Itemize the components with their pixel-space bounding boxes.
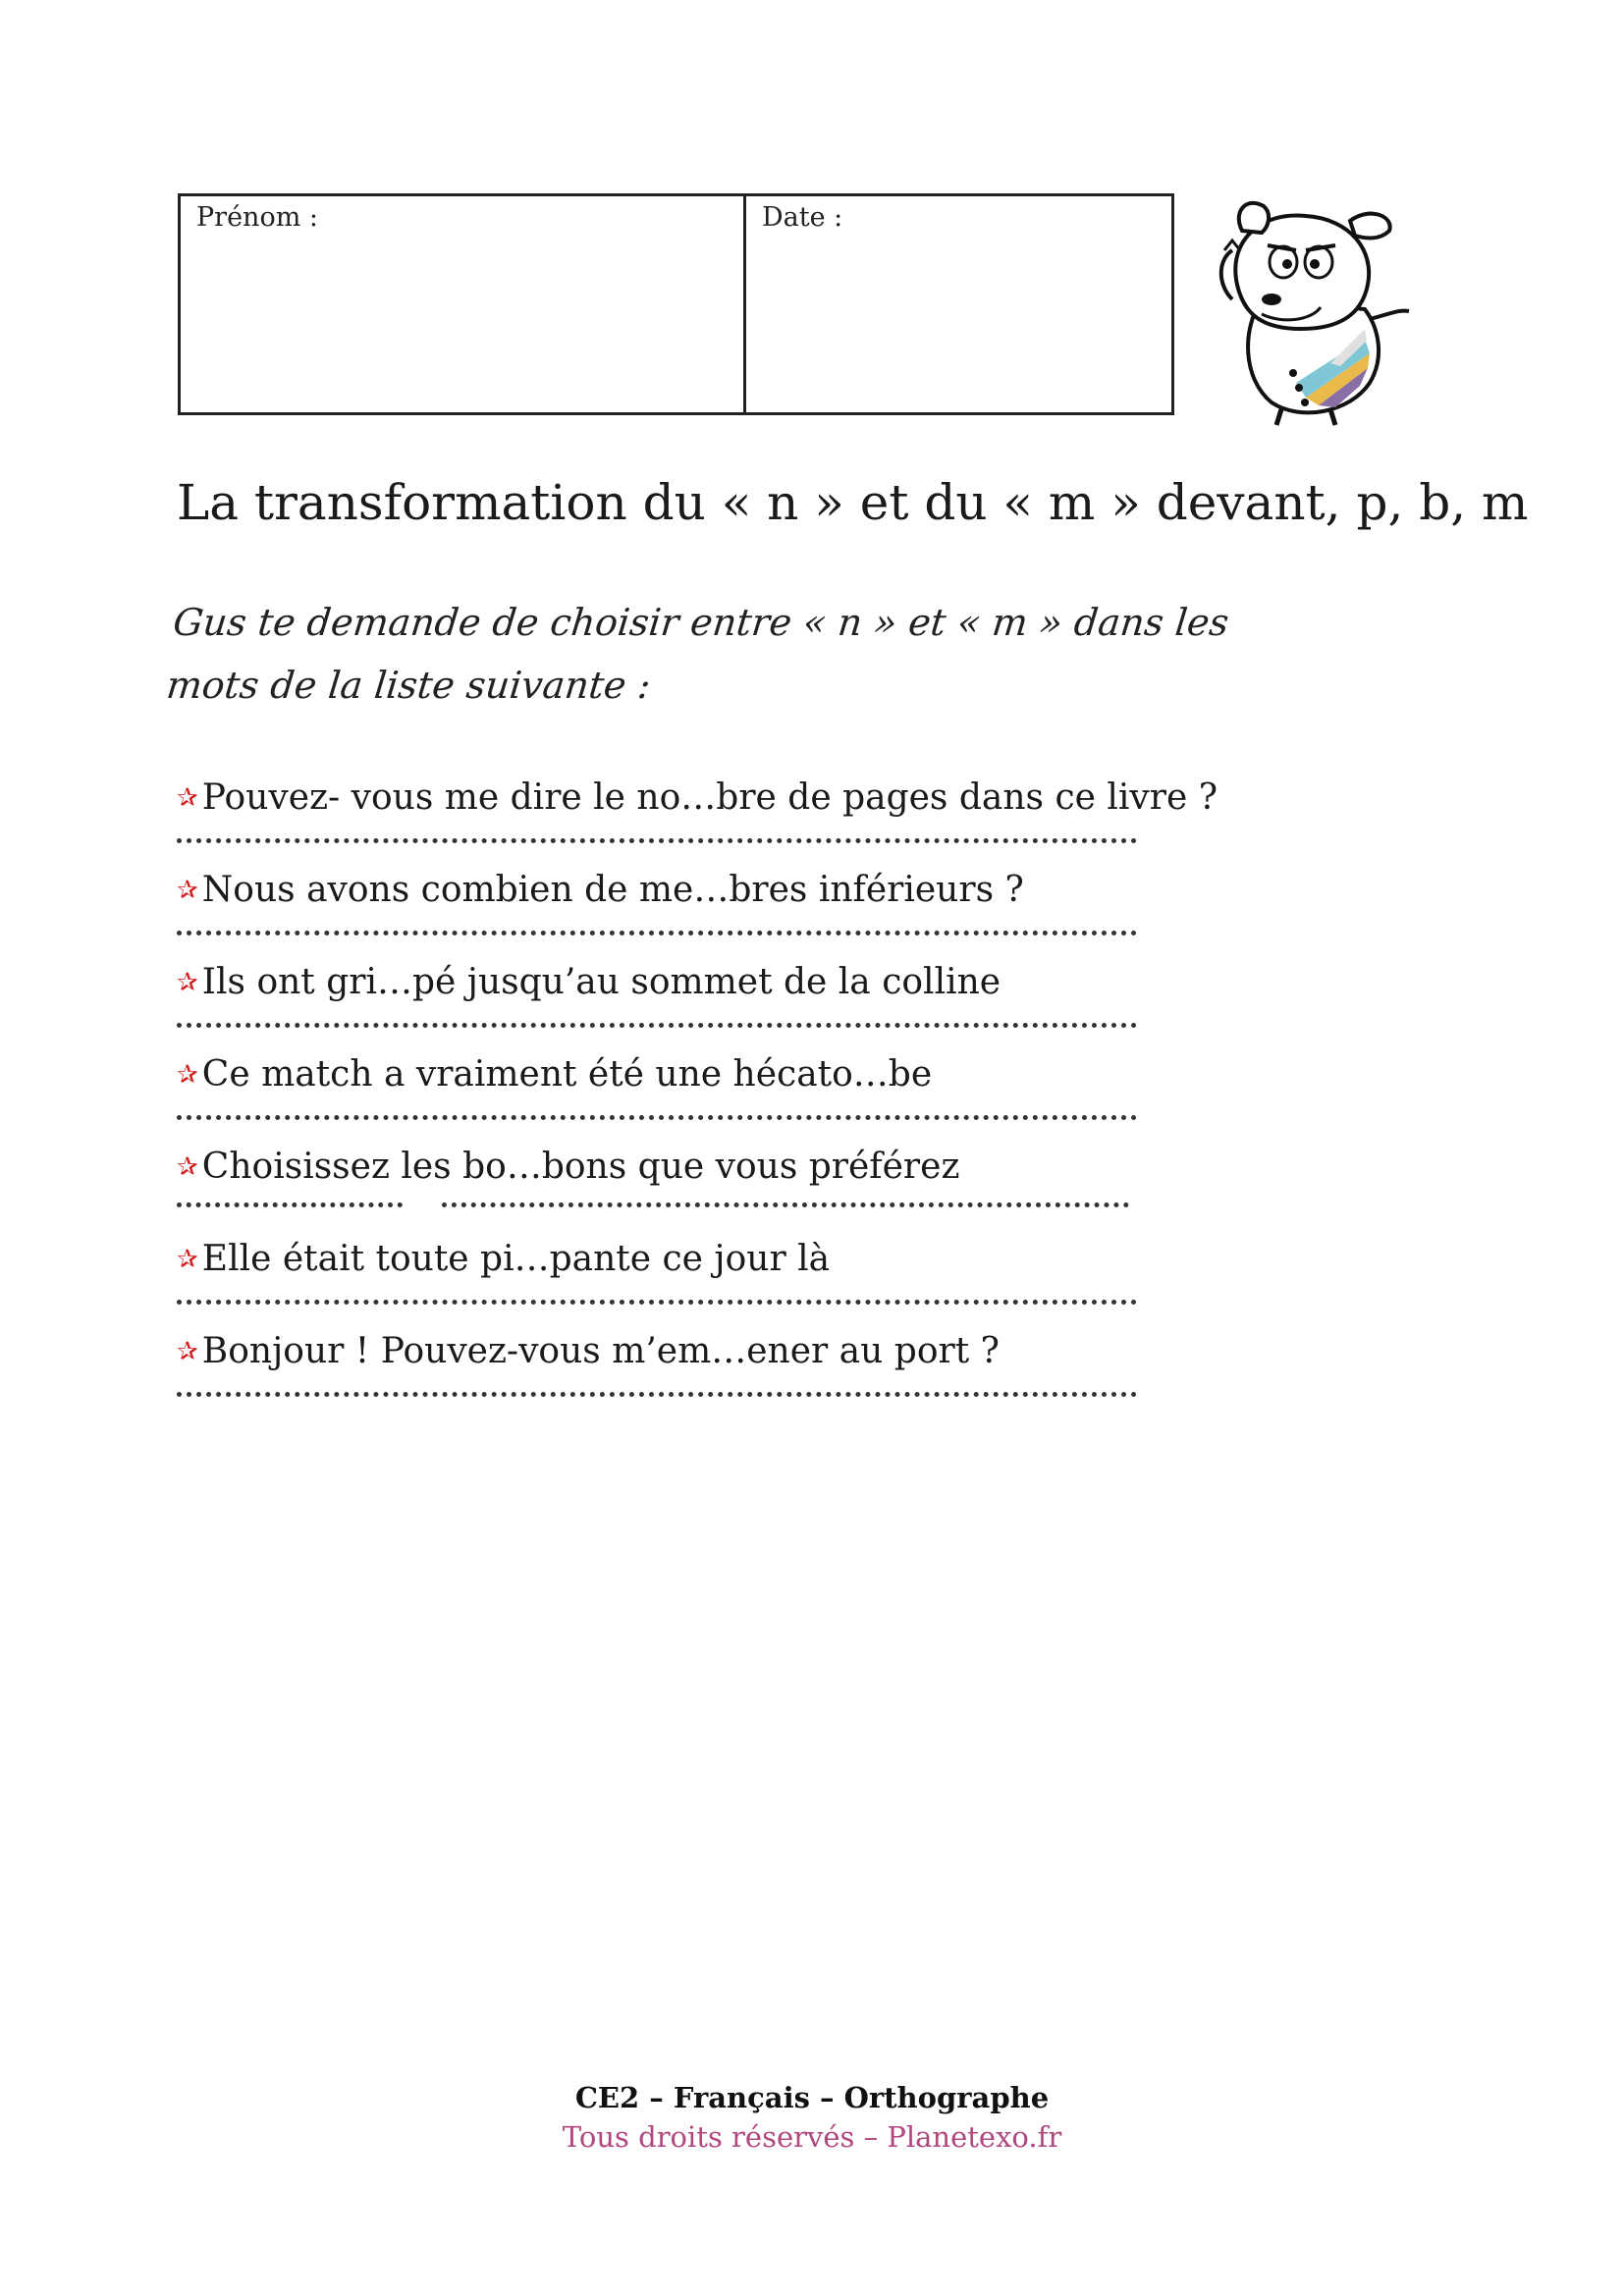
exercise-sentence: Elle était toute pi…pante ce jour là xyxy=(201,1239,831,1279)
answer-line[interactable] xyxy=(177,1001,1137,1028)
answer-line[interactable] xyxy=(177,1094,1137,1120)
exercise-sentence: Nous avons combien de me…bres inférieurs ? xyxy=(201,870,1024,910)
cartoon-sheep-mascot-icon xyxy=(1203,191,1419,427)
answer-line[interactable] xyxy=(177,909,1137,935)
date-label: Date : xyxy=(762,202,843,233)
first-name-label: Prénom : xyxy=(196,202,318,233)
star-bullet-icon: ✰ xyxy=(177,968,198,997)
exercise-item xyxy=(177,1054,1257,1147)
exercise-item xyxy=(177,1147,1257,1239)
star-bullet-icon: ✰ xyxy=(177,1337,198,1366)
first-name-field[interactable] xyxy=(181,196,746,412)
page-title: La transformation du « n » et du « m » devant, p, b, m xyxy=(177,474,1529,531)
answer-line[interactable] xyxy=(177,1370,1137,1397)
instruction-line-1: Gus te demande de choisir entre « n » et « m » dans les xyxy=(171,601,1231,644)
exercise-sentence: Pouvez- vous me dire le no…bre de pages dans ce livre ? xyxy=(201,777,1218,818)
student-info-table xyxy=(178,193,1174,415)
answer-line[interactable] xyxy=(177,1278,1137,1305)
exercise-sentence: Ce match a vraiment été une hécato…be xyxy=(201,1054,933,1095)
exercise-sentence: Choisissez les bo…bons que vous préférez xyxy=(201,1147,960,1187)
star-bullet-icon: ✰ xyxy=(177,1060,198,1090)
star-bullet-icon: ✰ xyxy=(177,783,198,813)
exercise-sentence: Ils ont gri…pé jusqu’au sommet de la colline xyxy=(201,962,1001,1002)
exercise-item xyxy=(177,777,1257,870)
star-bullet-icon: ✰ xyxy=(177,1245,198,1274)
exercise-item xyxy=(177,1239,1257,1331)
footer-course-label: CE2 – Français – Orthographe xyxy=(574,2081,1050,2114)
answer-line[interactable] xyxy=(177,817,1137,843)
footer-copyright: Tous droits réservés – Planetexo.fr xyxy=(562,2120,1062,2154)
exercise-item xyxy=(177,1331,1257,1423)
star-bullet-icon: ✰ xyxy=(177,1152,198,1182)
instruction-text xyxy=(164,591,1414,717)
instruction-line-2: mots de la liste suivante : xyxy=(164,664,653,707)
exercise-list xyxy=(177,777,1257,1423)
exercise-item xyxy=(177,962,1257,1054)
exercise-item xyxy=(177,870,1257,962)
star-bullet-icon: ✰ xyxy=(177,876,198,905)
exercise-sentence: Bonjour ! Pouvez-vous m’em…ener au port ? xyxy=(201,1331,1000,1371)
date-field[interactable] xyxy=(746,196,1171,412)
